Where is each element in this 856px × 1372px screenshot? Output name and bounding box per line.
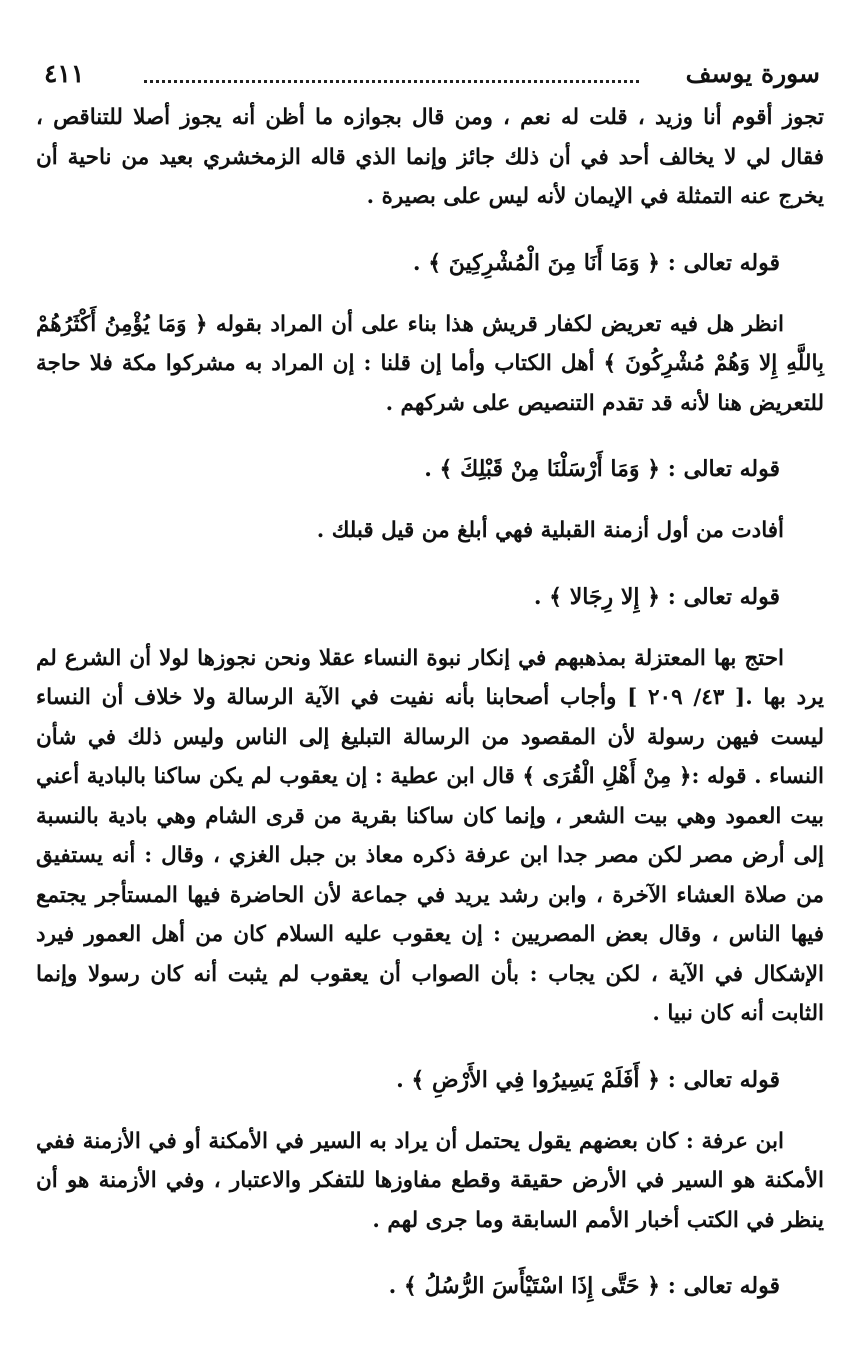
commentary-paragraph: ابن عرفة : كان بعضهم يقول يحتمل أن يراد به السير في الأمكنة أو في الأزمنة ففي الأمكنة هو السير في الأرض حقيقة وقطع مفاوزها للتفكر والاعتبار ، وفي الأزمنة هو أن ينظر في الكتب أخبار الأمم السابقة وما جرى لهم .: [36, 1128, 824, 1233]
verse-heading: قوله تعالى : ﴿ أَفَلَمْ يَسِيرُوا فِي الأَرْضِ ﴾ .: [396, 1066, 780, 1093]
commentary-paragraph: أفادت من أول أزمنة القبلية فهي أبلغ من قيل قبلك .: [316, 518, 784, 543]
spacer: [36, 283, 824, 305]
running-header: [36, 52, 824, 96]
commentary-paragraph: انظر هل فيه تعريض لكفار قريش هذا بناء على أن المراد بقوله ﴿ وَمَا يُؤْمِنُ أَكْثَرُهُمْ بِاللَّهِ إِلا وَهُمْ مُشْرِكُونَ ﴾ أهل الكتاب وأما إن قلنا : إن المراد به مشركوا مكة فلا حاجة للتعريض هنا لأنه قد تقدم التنصيص على شركهم .: [36, 311, 824, 416]
surah-title: سورة يوسف: [685, 59, 820, 88]
verse-heading: قوله تعالى : ﴿ وَمَا أَنَا مِنَ الْمُشْرِكِينَ ﴾ .: [412, 249, 780, 276]
spacer: [36, 1240, 824, 1266]
spacer: [36, 423, 824, 449]
paragraph-continuation: تجوز أقوم أنا وزيد ، قلت له نعم ، ومن قال بجوازه ما أظن أنه يجوز أصلا للتناقص ، فقال لي لا يخالف أحد في أن ذلك جائز وإنما الذي قاله الزمخشري بعيد من ناحية أن يخرج عنه التمثلة في الإيمان لأنه ليس على بصيرة .: [36, 105, 824, 209]
spacer: [36, 617, 824, 639]
commentary-paragraph: احتج بها المعتزلة بمذهبهم في إنكار نبوة النساء عقلا ونحن نجوزها لولا أن الشرع لم يرد بها .[ ٤٣/ ٢٠٩ ] وأجاب أصحابنا بأنه نفيت في الآية الرسالة ولا خلاف أن النساء ليست فيهن رسولة لأن المقصود من الرسالة التبليغ إلى الناس وليس ذلك في شأن النساء . قوله :﴿ مِنْ أَهْلِ الْقُرَى ﴾ قال ابن عطية : إن يعقوب لم يكن ساكنا بالبادية أعني بيت العمود وهي بيت الشعر ، وإنما كان ساكنا بقرية من قرى الشام وهي بادية بالنسبة إلى أرض مصر لكن مصر جدا ابن عرفة ذكره معاذ بن جبل الغزي ، وقال : أنه يستفيق من صلاة العشاء الآخرة ، وابن رشد يريد في جماعة لأن الحاضرة فيها المستأجر يجتمع فيها الناس ، وقال بعض المصريين : إن يعقوب عليه السلام كان من أهل العمور فيرد الإشكال في الآية ، لكن يجاب : بأن الصواب أن يعقوب لم يثبت أنه كان رسولا وإنما الثابت أنه كان نبيا .: [36, 645, 825, 1026]
spacer: [36, 1100, 824, 1122]
verse-heading: قوله تعالى : ﴿ وَمَا أَرْسَلْنَا مِنْ قَبْلِكَ ﴾ .: [424, 456, 780, 482]
spacer: [36, 489, 824, 511]
page-number: ٤١١: [44, 59, 85, 88]
spacer: [36, 1034, 824, 1060]
spacer: [36, 551, 824, 577]
dotted-leader: [144, 80, 639, 83]
spacer: [36, 217, 824, 243]
verse-heading: قوله تعالى : ﴿ حَتَّى إِذَا اسْتَيْأَسَ الرُّسُلُ ﴾ .: [388, 1273, 780, 1299]
verse-heading: قوله تعالى : ﴿ إِلا رِجَالا ﴾ .: [533, 583, 780, 610]
